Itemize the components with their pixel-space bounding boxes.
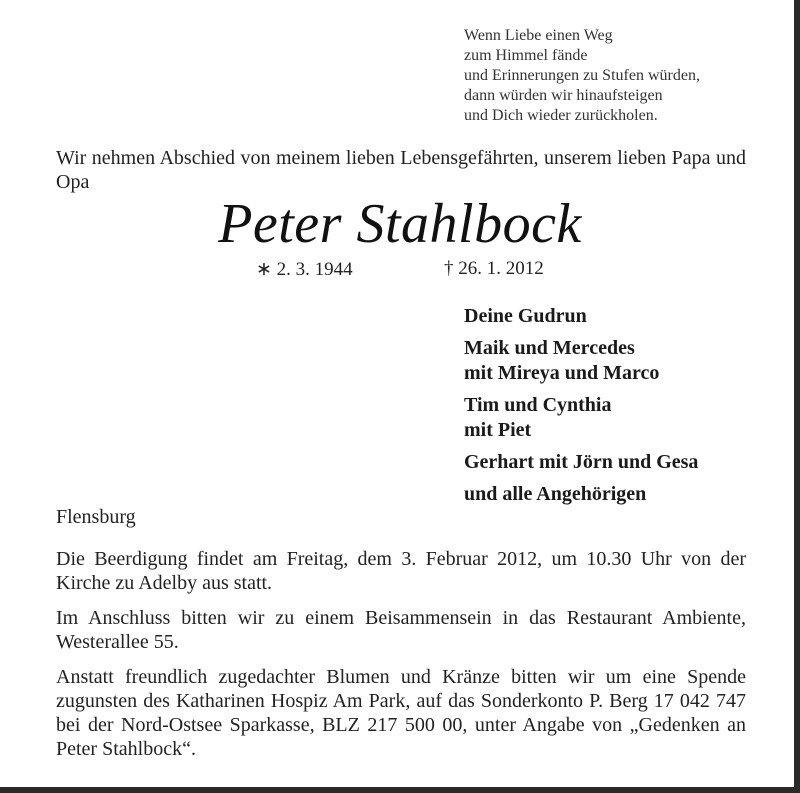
reception-info: Im Anschluss bitten wir zu einem Beisammensein in das Restaurant Ambiente, Westerallee 55. bbox=[56, 607, 746, 653]
family-line: mit Piet bbox=[464, 419, 532, 441]
family-group bbox=[464, 482, 698, 507]
family-line: Maik und Mercedes bbox=[464, 337, 635, 359]
poem bbox=[464, 26, 700, 126]
intro-text: Wir nehmen Abschied von meinem lieben Lebensgefährten, unserem lieben Papa und Opa bbox=[56, 147, 746, 193]
family-line: Tim und Cynthia bbox=[464, 394, 612, 416]
death-date: † 26. 1. 2012 bbox=[444, 258, 544, 279]
family-group bbox=[464, 336, 698, 386]
funeral-info: Die Beerdigung findet am Freitag, dem 3. Februar 2012, um 10.30 Uhr von der Kirche zu Adelby aus statt. bbox=[56, 548, 746, 594]
family-group bbox=[464, 450, 698, 475]
poem-line: dann würden wir hinaufsteigen bbox=[464, 87, 663, 104]
family-group bbox=[464, 304, 698, 329]
family-line: Gerhart mit Jörn und Gesa bbox=[464, 451, 699, 473]
birth-date: ∗ 2. 3. 1944 bbox=[256, 259, 353, 280]
poem-line: zum Himmel fände bbox=[464, 47, 588, 64]
donation-info: Anstatt freundlich zugedachter Blumen und Kränze bitten wir um eine Spende zugunsten des Katharinen Hospiz Am Park, auf das Sonderkonto P. Berg 17 042 747 bei der Nord-Ostsee Sparkasse, BLZ 217 500 00, unter Angabe von „Gedenken an Peter Stahlbock“. bbox=[56, 666, 746, 760]
poem-line: Wenn Liebe einen Weg bbox=[464, 27, 613, 44]
family-line: und alle Angehörigen bbox=[464, 483, 647, 505]
family-line: mit Mireya und Marco bbox=[464, 362, 660, 384]
poem-line: und Erinnerungen zu Stufen würden, bbox=[464, 67, 700, 84]
family-list bbox=[464, 304, 698, 514]
poem-line: und Dich wieder zurückholen. bbox=[464, 107, 658, 124]
family-group bbox=[464, 393, 698, 443]
deceased-name: Peter Stahlbock bbox=[218, 193, 582, 255]
location: Flensburg bbox=[56, 506, 136, 528]
family-line: Deine Gudrun bbox=[464, 305, 587, 327]
